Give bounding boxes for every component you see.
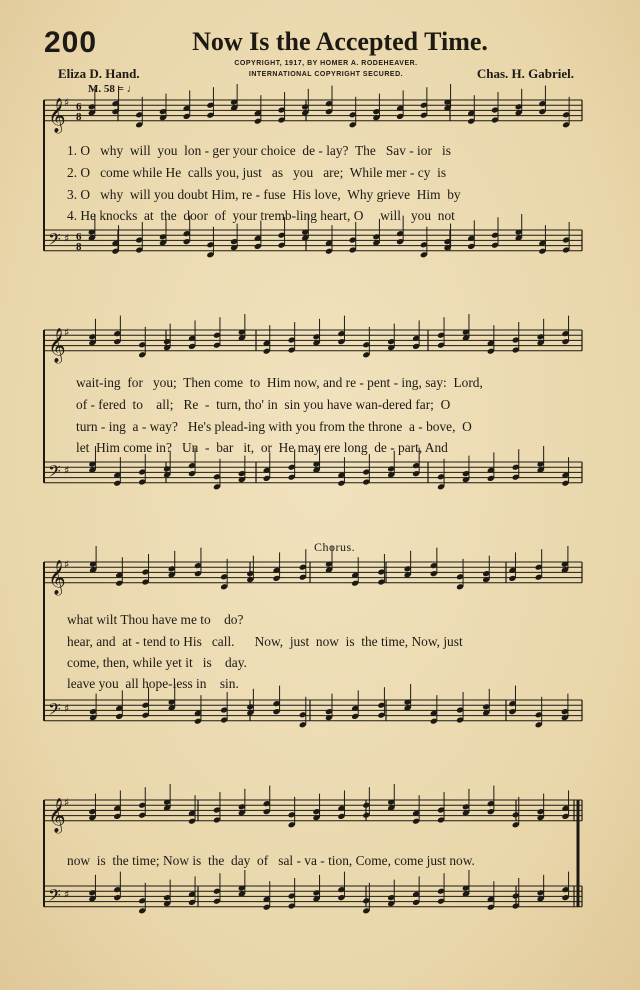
hymn-number: 200 xyxy=(44,26,98,59)
time-signature-bottom: 8 xyxy=(76,111,82,123)
bass-clef-icon: 𝄢 xyxy=(48,228,61,253)
sharp-icon: ♯ xyxy=(64,464,70,477)
time-signature-top: 6 xyxy=(76,231,82,243)
lyric-line: 1. O why will you lon - ger your choice de - lay? The Sav - ior is xyxy=(67,143,451,158)
sharp-icon: ♯ xyxy=(64,702,70,715)
treble-clef-icon: 𝄞 xyxy=(48,797,66,833)
bass-clef-icon: 𝄢 xyxy=(48,698,61,723)
lyric-line: wait-ing for you; Then come to Him now, and re - pent - ing, say: Lord, xyxy=(76,375,483,390)
sharp-icon: ♯ xyxy=(64,96,70,109)
lyric-line: hear, and at - tend to His call. Now, just now is the time, Now, just xyxy=(67,634,463,649)
treble-clef-icon: 𝄞 xyxy=(48,559,66,595)
bass-clef-icon: 𝄢 xyxy=(48,460,61,485)
lyricist: Eliza D. Hand. xyxy=(58,66,140,81)
time-signature-bottom: 8 xyxy=(76,241,82,253)
copyright-line-2: INTERNATIONAL COPYRIGHT SECURED. xyxy=(248,71,404,78)
lyric-line: come, then, while yet it is day. xyxy=(67,655,247,670)
lyric-line: 4. He knocks at the door of your tremb-ling heart, O will you not xyxy=(67,208,455,223)
sharp-icon: ♯ xyxy=(64,796,70,809)
time-signature-top: 6 xyxy=(76,101,82,113)
sharp-icon: ♯ xyxy=(64,888,70,901)
lyric-line: of - fered to all; Re - turn, tho' in sin you have wan-dered far; O xyxy=(76,397,451,412)
metronome-text: M. 58 = xyxy=(88,83,127,95)
sharp-icon: ♯ xyxy=(64,558,70,571)
lyric-line: leave you all hope-less in sin. xyxy=(67,676,239,691)
chorus-label: Chorus. xyxy=(314,540,356,554)
bass-clef-icon: 𝄢 xyxy=(48,884,61,909)
lyric-line: now is the time; Now is the day of sal - va - tion, Come, come just now. xyxy=(67,853,475,868)
lyric-line: 2. O come while He calls you, just as you are; While mer - cy is xyxy=(67,165,447,180)
hymn-title: Now Is the Accepted Time. xyxy=(192,27,488,56)
lyric-line: what wilt Thou have me to do? xyxy=(67,612,244,627)
treble-clef-icon: 𝄞 xyxy=(48,327,66,363)
composer: Chas. H. Gabriel. xyxy=(476,66,574,81)
copyright-line-1: COPYRIGHT, 1917, BY HOMER A. RODEHEAVER. xyxy=(234,60,418,67)
sharp-icon: ♯ xyxy=(64,326,70,339)
lyric-line: turn - ing a - way? He's plead-ing with you from the throne a - bove, O xyxy=(76,419,472,434)
sharp-icon: ♯ xyxy=(64,232,70,245)
lyric-line: let Him come in? Un - bar it, or He may ere long de - part, And xyxy=(76,440,448,455)
lyric-line: 3. O why will you doubt Him, re - fuse His love, Why grieve Him by xyxy=(67,187,461,202)
treble-clef-icon: 𝄞 xyxy=(48,97,66,133)
quarter-note-icon: ♩ xyxy=(126,83,138,95)
